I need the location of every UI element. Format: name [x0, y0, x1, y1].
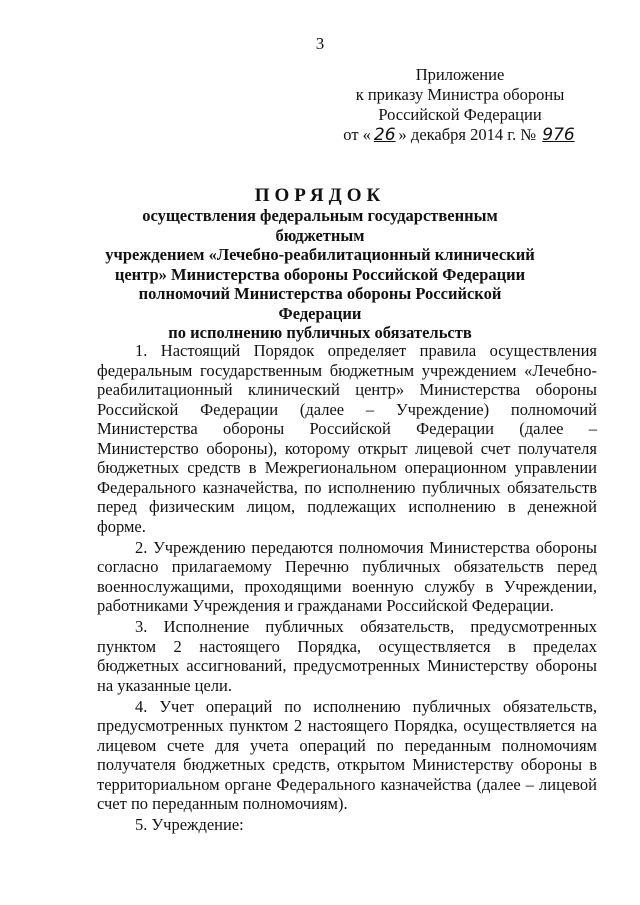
- document-body: [97, 341, 597, 836]
- appendix-date-line: [330, 125, 590, 145]
- subtitle-line-4: полномочий Министерства обороны Российской Федерации: [138, 284, 502, 323]
- subtitle-line-2: учреждением «Лечебно-реабилитационный клинический: [105, 245, 535, 264]
- date-suffix: » декабря 2014 г. №: [398, 125, 537, 144]
- paragraph-1: 1. Настоящий Порядок определяет правила осуществления федеральным государственным бюджетным учреждением «Лечебно-реабилитационный клинический центр» Министерства обороны Российской Федерации (далее – Учреждение) полномочий Министерства обороны Российской Федерации (далее – Министерство обороны), которому открыт лицевой счет получателя бюджетных средств в Межрегиональном операционном управлении Федерального казначейства, по исполнению публичных обязательств перед физическим лицом, подлежащих исполнению в денежной форме.: [97, 341, 597, 536]
- document-title: ПОРЯДОК: [254, 185, 386, 206]
- paragraph-3: 3. Исполнение публичных обязательств, предусмотренных пунктом 2 настоящего Порядка, осуществляется в пределах бюджетных ассигнований, предусмотренных Министерству обороны на указанные цели.: [97, 617, 597, 695]
- appendix-line-3: Российской Федерации: [378, 105, 542, 124]
- paragraph-5: 5. Учреждение:: [135, 815, 244, 834]
- subtitle-line-3: центр» Министерства обороны Российской Федерации: [114, 264, 526, 284]
- paragraph-4: 4. Учет операций по исполнению публичных обязательств, предусмотренных пунктом 2 настоящего Порядка, осуществляется на лицевом счете для учета операций по переданным полномочиям получателя бюджетных средств, открытом Министерству обороны в территориальном органе Федерального казначейства (далее – лицевой счет по переданным полномочиям).: [97, 696, 597, 813]
- document-subtitle: [100, 206, 540, 343]
- subtitle-line-1: осуществления федеральным государственным бюджетным: [142, 206, 498, 245]
- page-number: 3: [315, 34, 325, 53]
- appendix-line-2: к приказу Министра обороны: [355, 85, 565, 104]
- appendix-line-1: Приложение: [415, 65, 505, 84]
- handwritten-date-day: 26: [373, 125, 396, 145]
- subtitle-line-5: по исполнению публичных обязательств: [168, 323, 472, 342]
- appendix-header: [330, 65, 590, 145]
- paragraph-2: 2. Учреждению передаются полномочия Министерства обороны согласно прилагаемому Перечню публичных обязательств перед военнослужащими, проходящими военную службу в Учреждении, работниками Учреждения и гражданами Российской Федерации.: [97, 537, 597, 615]
- handwritten-order-number: 976: [542, 125, 575, 145]
- date-prefix: от «: [343, 125, 371, 144]
